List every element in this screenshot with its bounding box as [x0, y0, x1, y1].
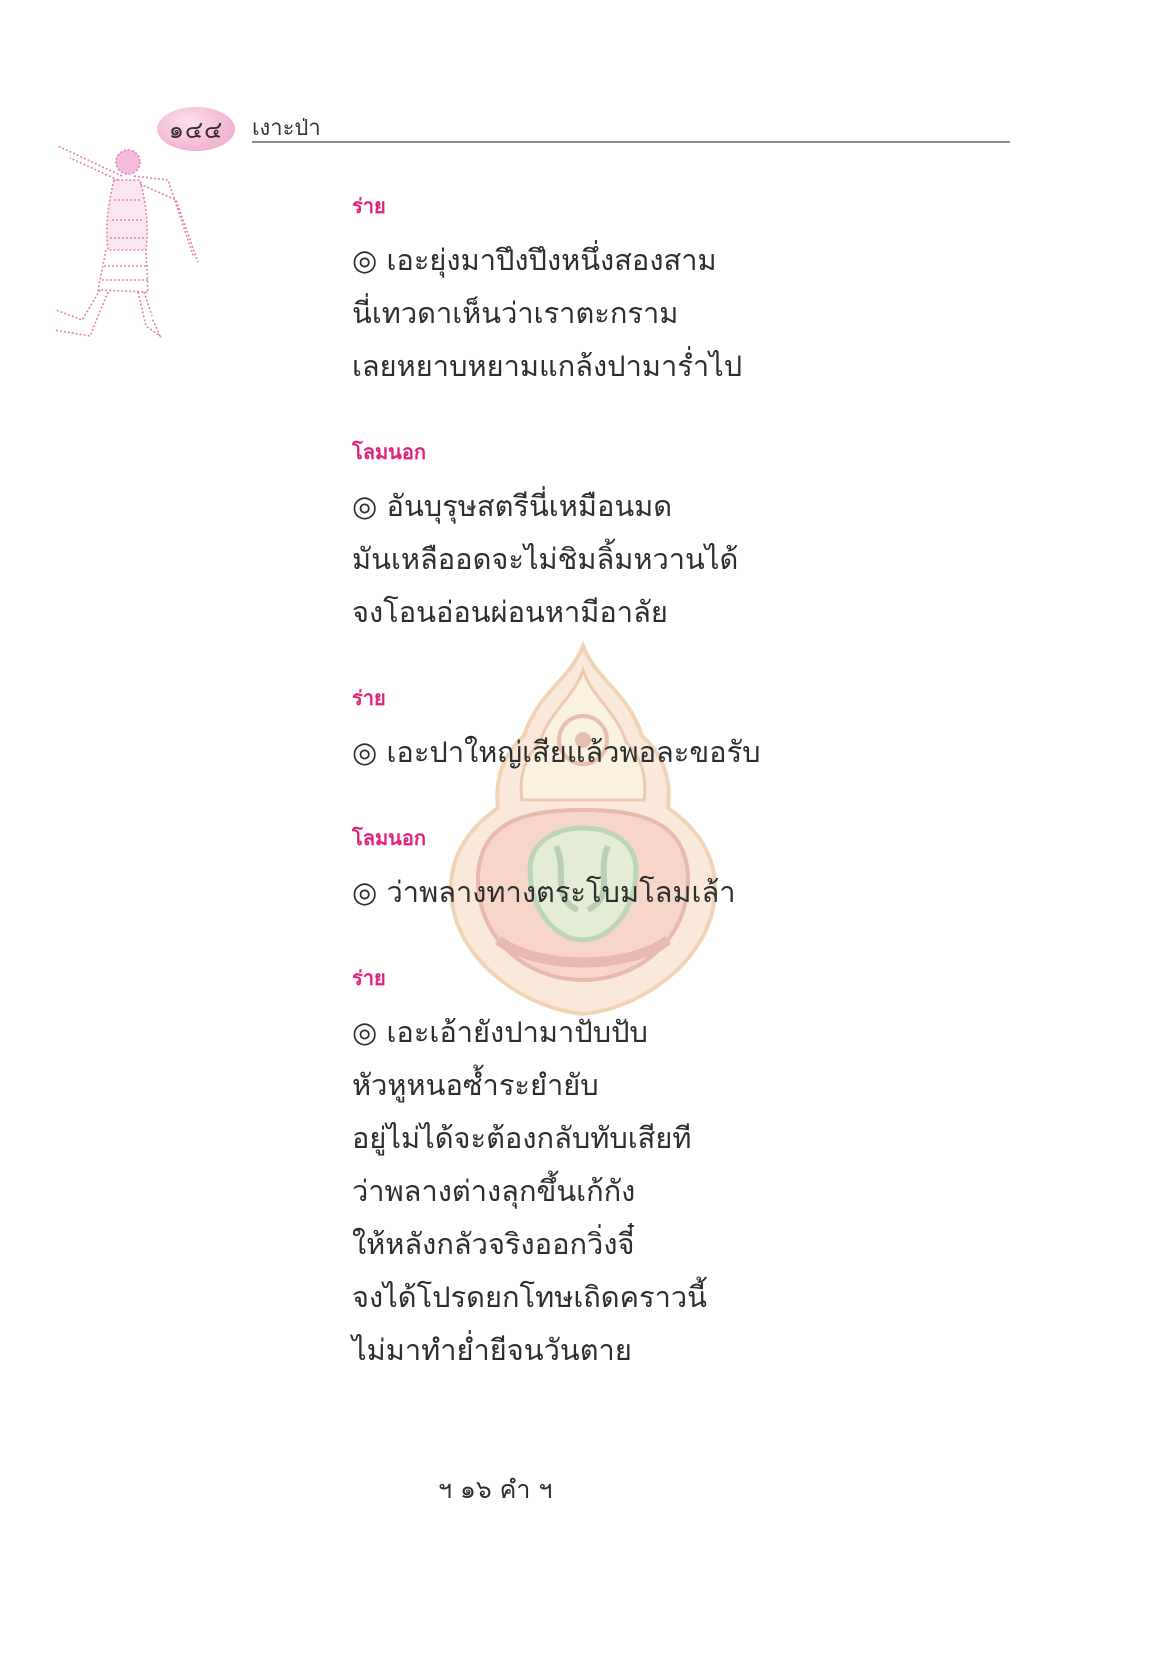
verse-line: ◎ เอะเอ้ายังปามาปับปับ [352, 1015, 648, 1049]
dancer-figure-icon [48, 140, 216, 350]
verse-line: ให้หลังกลัวจริงออกวิ่งจี๋ [352, 1227, 635, 1261]
header-rule [252, 141, 1010, 143]
stanza [352, 962, 1052, 1377]
speaker-label: โลมนอก [352, 826, 426, 850]
verse-line: อยู่ไม่ได้จะต้องกลับทับเสียที [352, 1121, 692, 1155]
verse-line: ว่าพลางต่างลุกขึ้นเก้กัง [352, 1174, 636, 1208]
page-number: ๑๔๔ [168, 115, 224, 144]
verse-line: มันเหลืออดจะไม่ชิมลิ้มหวานได้ [352, 542, 739, 576]
verse-line: ◎ ว่าพลางทางตระโบมโลมเล้า [352, 875, 736, 909]
verse-line: ◎ เอะยุ่งมาปึงปึงหนึ่งสองสาม [352, 243, 717, 277]
speaker-label: โลมนอก [352, 440, 426, 464]
verse-line: เลยหยาบหยามแกล้งปามาร่ำไป [352, 349, 743, 383]
verse-line: จงได้โปรดยกโทษเถิดคราวนี้ [352, 1280, 707, 1314]
verse-line: หัวหูหนอซ้ำระยำยับ [352, 1068, 599, 1102]
verse-line: ไม่มาทำย่ำยีจนวันตาย [352, 1333, 632, 1367]
ending-mark: ฯ ๑๖ คำ ฯ [438, 1475, 553, 1504]
verse-line: จงโอนอ่อนผ่อนหามีอาลัย [352, 595, 668, 629]
running-title: เงาะป่า [252, 116, 321, 141]
speaker-label: ร่าย [352, 966, 386, 990]
verse-line: นี่เทวดาเห็นว่าเราตะกราม [352, 296, 679, 330]
poem-content [352, 190, 1052, 1420]
stanza [352, 822, 1052, 919]
speaker-label: ร่าย [352, 686, 386, 710]
verse-line: ◎ เอะปาใหญ่เสียแล้วพอละขอรับ [352, 735, 761, 769]
speaker-label: ร่าย [352, 194, 386, 218]
verse-line: ◎ อันบุรุษสตรีนี่เหมือนมด [352, 489, 673, 523]
stanza [352, 436, 1052, 639]
stanza [352, 190, 1052, 393]
stanza [352, 682, 1052, 779]
